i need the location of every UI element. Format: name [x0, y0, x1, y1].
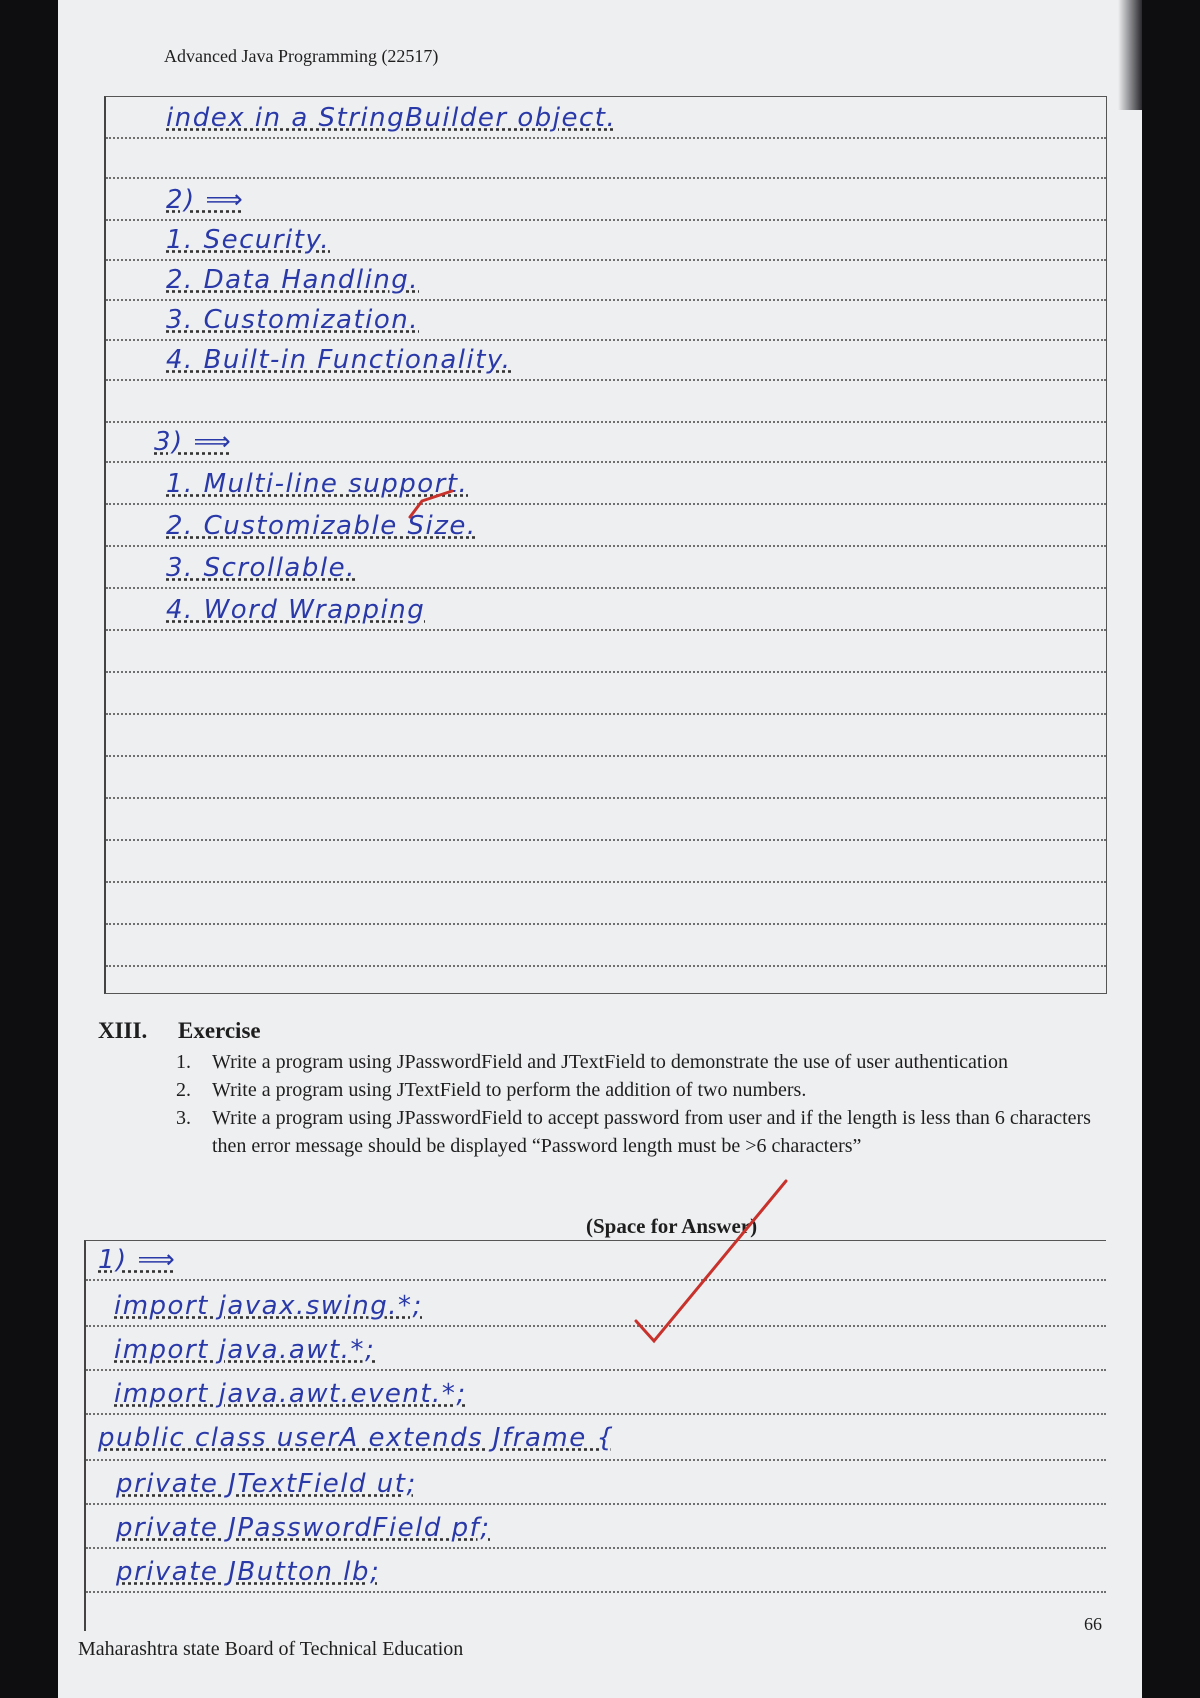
ruled-line [86, 1459, 1106, 1461]
ruled-line [106, 219, 1106, 221]
ruled-line [106, 299, 1106, 301]
answer-box-bottom [84, 1240, 1106, 1631]
exercise-heading [98, 1018, 261, 1044]
exercise-item-text: Write a program using JTextField to perform the addition of two numbers. [212, 1079, 807, 1101]
ruled-line [86, 1591, 1106, 1593]
q2-item: 3. Customization. [166, 305, 420, 335]
ruled-line [106, 671, 1106, 673]
ruled-line [106, 881, 1106, 883]
page-number: 66 [1084, 1614, 1102, 1634]
ruled-line [106, 177, 1106, 179]
q3-item: 1. Multi-line support. [166, 469, 469, 499]
code-line: private JPasswordField pf; [116, 1513, 491, 1543]
workbook-page [58, 0, 1142, 1698]
answer-box-top [104, 96, 1107, 994]
exercise-item [176, 1104, 1126, 1160]
ruled-line [106, 587, 1106, 589]
q3-item: 3. Scrollable. [166, 553, 356, 583]
ruled-line [106, 629, 1106, 631]
section-number: XIII. [98, 1018, 148, 1043]
exercise-item-text: Write a program using JPasswordField and JTextField to demonstrate the use of user authentication [212, 1051, 1008, 1073]
q3-item: 2. Customizable Size. [166, 511, 477, 541]
q3-item: 4. Word Wrapping [166, 595, 426, 625]
ruled-line [86, 1325, 1106, 1327]
check-mark-icon [606, 1171, 806, 1351]
page-curl-shadow [1102, 0, 1142, 110]
answer-marker: 1) ⟹ [98, 1245, 177, 1275]
ruled-line [86, 1279, 1106, 1281]
code-line: import javax.swing.*; [114, 1291, 423, 1321]
code-line: private JButton lb; [116, 1557, 381, 1587]
page-header: Advanced Java Programming (22517) [164, 46, 439, 66]
ruled-line [106, 461, 1106, 463]
ruled-line [106, 503, 1106, 505]
exercise-item-text: Write a program using JPasswordField to accept password from user and if the length is less than 6 characters then error message should be displayed “Password length must be >6 characters” [212, 1107, 1091, 1157]
ruled-line [106, 755, 1106, 757]
exercise-item [176, 1048, 1126, 1076]
code-line: public class userA extends Jframe { [98, 1423, 615, 1453]
space-for-answer-label: (Space for Answer) [586, 1214, 758, 1238]
page-footer: Maharashtra state Board of Technical Education [78, 1638, 464, 1660]
ruled-line [106, 839, 1106, 841]
ruled-line [106, 339, 1106, 341]
ruled-line [106, 137, 1106, 139]
check-mark-icon [406, 487, 456, 527]
q2-item: 1. Security. [166, 225, 331, 255]
ruled-line [106, 259, 1106, 261]
ruled-line [86, 1503, 1106, 1505]
ruled-line [86, 1369, 1106, 1371]
code-line: private JTextField ut; [116, 1469, 417, 1499]
q2-item: 2. Data Handling. [166, 265, 420, 295]
ruled-line [106, 713, 1106, 715]
ruled-line [86, 1413, 1106, 1415]
ruled-line [106, 965, 1106, 967]
exercise-item-number: 1. [176, 1051, 191, 1073]
q2-marker: 2) ⟹ [166, 185, 245, 215]
ruled-line [106, 923, 1106, 925]
ruled-line [106, 545, 1106, 547]
exercise-item-number: 2. [176, 1079, 191, 1101]
code-line: import java.awt.event.*; [114, 1379, 467, 1409]
section-title: Exercise [178, 1018, 261, 1043]
handwritten-line: index in a StringBuilder object. [166, 103, 617, 133]
exercise-item-number: 3. [176, 1107, 191, 1129]
exercise-list [176, 1048, 1126, 1160]
ruled-line [86, 1547, 1106, 1549]
code-line: import java.awt.*; [114, 1335, 376, 1365]
ruled-line [106, 379, 1106, 381]
exercise-item [176, 1076, 1126, 1104]
ruled-line [106, 797, 1106, 799]
ruled-line [106, 421, 1106, 423]
q3-marker: 3) ⟹ [154, 427, 233, 457]
q2-item: 4. Built-in Functionality. [166, 345, 512, 375]
